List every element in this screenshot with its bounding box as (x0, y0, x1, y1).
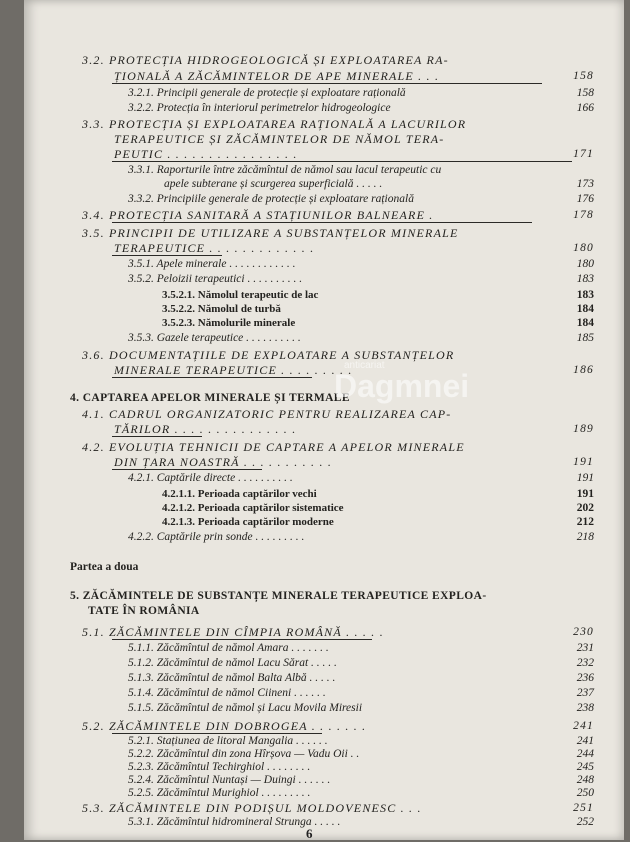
toc-entry-text: 4.2.2. Captările prin sonde . . . . . . . . . (128, 531, 305, 543)
toc-entry-text: apele subterane și scurgerea superficială . . . . . (164, 178, 383, 190)
toc-entry-page: 158 (576, 87, 594, 99)
toc-entry-text: 4.2. EVOLUȚIA TEHNICII DE CAPTARE A APELOR MINERALE (82, 440, 465, 454)
toc-entry-page: 173 (576, 178, 594, 190)
toc-entry-text: 5.1.1. Zăcămîntul de nămol Amara . . . . . . . (128, 642, 329, 654)
toc-entry-text: 5.2.3. Zăcămîntul Techirghiol . . . . . . . . (128, 761, 311, 773)
toc-entry-page: 166 (576, 102, 594, 114)
toc-entry-page: 183 (576, 289, 594, 301)
table-of-contents (24, 0, 624, 840)
toc-entry-page: 180 (573, 242, 594, 254)
toc-entry-text: MINERALE TERAPEUTICE . . . . . . . . . (114, 363, 353, 377)
toc-entry-text: 4.1. CADRUL ORGANIZATORIC PENTRU REALIZAREA CAP- (82, 407, 452, 421)
toc-entry-text: 4.2.1. Captările directe . . . . . . . . . . (128, 472, 293, 484)
watermark-logo: Dagmnei (334, 368, 470, 404)
toc-entry-page: 176 (576, 193, 594, 205)
toc-entry-text: 3.5.2.3. Nămolurile minerale (162, 317, 296, 329)
toc-entry-text: 4.2.1.1. Perioada captărilor vechi (162, 488, 317, 500)
toc-entry-page: 250 (576, 787, 594, 799)
toc-entry-page: 189 (573, 423, 594, 435)
toc-entry-page: 212 (576, 516, 594, 528)
toc-entry-text: 5.3. ZĂCĂMINTELE DIN PODIȘUL MOLDOVENESC . . . (82, 801, 422, 815)
toc-entry-text: ȚIONALĂ A ZĂCĂMINTELOR DE APE MINERALE . . . (114, 69, 440, 83)
heading-underline (112, 639, 372, 640)
toc-entry-page: 245 (576, 761, 594, 773)
toc-entry-page: 241 (573, 720, 594, 732)
toc-entry-page: 185 (576, 332, 594, 344)
heading-underline (112, 222, 532, 223)
toc-entry-page: 238 (576, 702, 594, 714)
toc-entry-text: TERAPEUTICE ȘI ZĂCĂMINTELOR DE NĂMOL TERA- (114, 132, 445, 146)
toc-entry-text: 5.1. ZĂCĂMINTELE DIN CÎMPIA ROMÂNĂ . . . . . (82, 625, 384, 639)
toc-entry-text: 3.5.2. Peloizii terapeutici . . . . . . . . . . (128, 273, 303, 285)
toc-entry-text: DIN ȚARA NOASTRĂ . . . . . . . . . . . (114, 455, 333, 469)
book-page (24, 0, 624, 840)
toc-entry-text: 3.6. DOCUMENTAȚIILE DE EXPLOATARE A SUBSTANȚELOR (82, 348, 455, 362)
toc-entry-text: 3.5.2.1. Nămolul terapeutic de lac (162, 289, 319, 301)
toc-entry-page: 232 (576, 657, 594, 669)
toc-entry-page: 184 (576, 303, 594, 315)
watermark-caption: anticariat (344, 360, 385, 371)
toc-entry-page: 252 (576, 816, 594, 828)
toc-entry-text: TERAPEUTICE . . . . . . . . . . . . . (114, 241, 315, 255)
toc-entry-text: 4.2.1.2. Perioada captărilor sistematice (162, 502, 344, 514)
toc-entry-page: 236 (576, 672, 594, 684)
toc-entry-text: Partea a doua (70, 561, 139, 573)
toc-entry-page: 178 (573, 209, 594, 221)
toc-entry-page: 171 (573, 148, 594, 160)
toc-entry-page: 251 (573, 802, 594, 814)
toc-entry-text: 3.2. PROTECȚIA HIDROGEOLOGICĂ ȘI EXPLOATAREA RA- (82, 53, 449, 67)
toc-entry-text: 3.5.1. Apele minerale . . . . . . . . . . . . (128, 258, 296, 270)
toc-entry-page: 158 (573, 70, 594, 82)
toc-entry-page: 202 (576, 502, 594, 514)
toc-entry-text: 4. CAPTAREA APELOR MINERALE ȘI TERMALE (70, 392, 350, 404)
toc-entry-text: 3.5. PRINCIPII DE UTILIZARE A SUBSTANȚELOR MINERALE (82, 226, 459, 240)
toc-entry-text: 5.2. ZĂCĂMINTELE DIN DOBROGEA . . . . . . . (82, 719, 367, 733)
toc-entry-text: 5.1.2. Zăcămîntul de nămol Lacu Sărat . . . . . (128, 657, 337, 669)
page-number: 6 (306, 826, 313, 841)
toc-entry-page: 180 (576, 258, 594, 270)
toc-entry-page: 231 (576, 642, 594, 654)
toc-entry-text: TATE ÎN ROMÂNIA (88, 605, 200, 617)
toc-entry-page: 248 (576, 774, 594, 786)
toc-entry-text: 5.2.1. Stațiunea de litoral Mangalia . . . . . . (128, 735, 328, 747)
toc-entry-text: 3.2.2. Protecția în interiorul perimetrelor hidrogeologice (128, 102, 391, 114)
toc-entry-page: 241 (576, 735, 594, 747)
heading-underline (112, 469, 262, 470)
toc-entry-text: 3.5.2.2. Nămolul de turbă (162, 303, 281, 315)
toc-entry-text: 5. ZĂCĂMINTELE DE SUBSTANȚE MINERALE TERAPEUTICE EXPLOA- (70, 590, 487, 602)
toc-entry-page: 191 (576, 472, 594, 484)
toc-entry-text: 5.1.3. Zăcămîntul de nămol Balta Albă . . . . . (128, 672, 336, 684)
heading-underline (112, 733, 322, 734)
toc-entry-text: 5.2.2. Zăcămîntul din zona Hîrșova — Vadu Oii . . (128, 748, 360, 760)
toc-entry-page: 244 (576, 748, 594, 760)
toc-entry-text: 5.1.5. Zăcămîntul de nămol și Lacu Movila Miresii (128, 702, 363, 714)
toc-entry-page: 184 (576, 317, 594, 329)
toc-entry-page: 191 (573, 456, 594, 468)
toc-entry-text: 3.3. PROTECȚIA ȘI EXPLOATAREA RAȚIONALĂ A LACURILOR (82, 117, 467, 131)
toc-entry-page: 186 (573, 364, 594, 376)
toc-entry-text: 3.5.3. Gazele terapeutice . . . . . . . . . . (128, 332, 301, 344)
heading-underline (112, 83, 542, 84)
heading-underline (112, 161, 572, 162)
toc-entry-text: 5.1.4. Zăcămîntul de nămol Ciineni . . . . . . (128, 687, 326, 699)
toc-entry-text: 5.2.5. Zăcămîntul Murighiol . . . . . . . . . (128, 787, 311, 799)
heading-underline (112, 255, 222, 256)
toc-entry-text: 5.3.1. Zăcămîntul hidromineral Strunga . . . . . (128, 816, 341, 828)
toc-entry-text: TĂRILOR . . . . . . . . . . . . . . . (114, 422, 297, 436)
toc-entry-text: 3.3.2. Principiile generale de protecție și exploatare rațională (128, 193, 414, 205)
toc-entry-text: PEUTIC . . . . . . . . . . . . . . . . (114, 147, 298, 161)
heading-underline (112, 436, 202, 437)
toc-entry-page: 230 (573, 626, 594, 638)
heading-underline (112, 377, 312, 378)
toc-entry-text: 3.2.1. Principii generale de protecție și exploatare rațională (128, 87, 406, 99)
toc-entry-text: 3.4. PROTECȚIA SANITARĂ A STAȚIUNILOR BALNEARE . (82, 208, 434, 222)
toc-entry-page: 191 (576, 488, 594, 500)
toc-entry-page: 218 (576, 531, 594, 543)
toc-entry-text: 5.2.4. Zăcămîntul Nuntași — Duingi . . . . . . (128, 774, 331, 786)
toc-entry-page: 183 (576, 273, 594, 285)
toc-entry-text: 3.3.1. Raporturile între zăcămîntul de nămol sau lacul terapeutic cu (128, 164, 442, 176)
toc-entry-text: 4.2.1.3. Perioada captărilor moderne (162, 516, 334, 528)
toc-entry-page: 237 (576, 687, 594, 699)
